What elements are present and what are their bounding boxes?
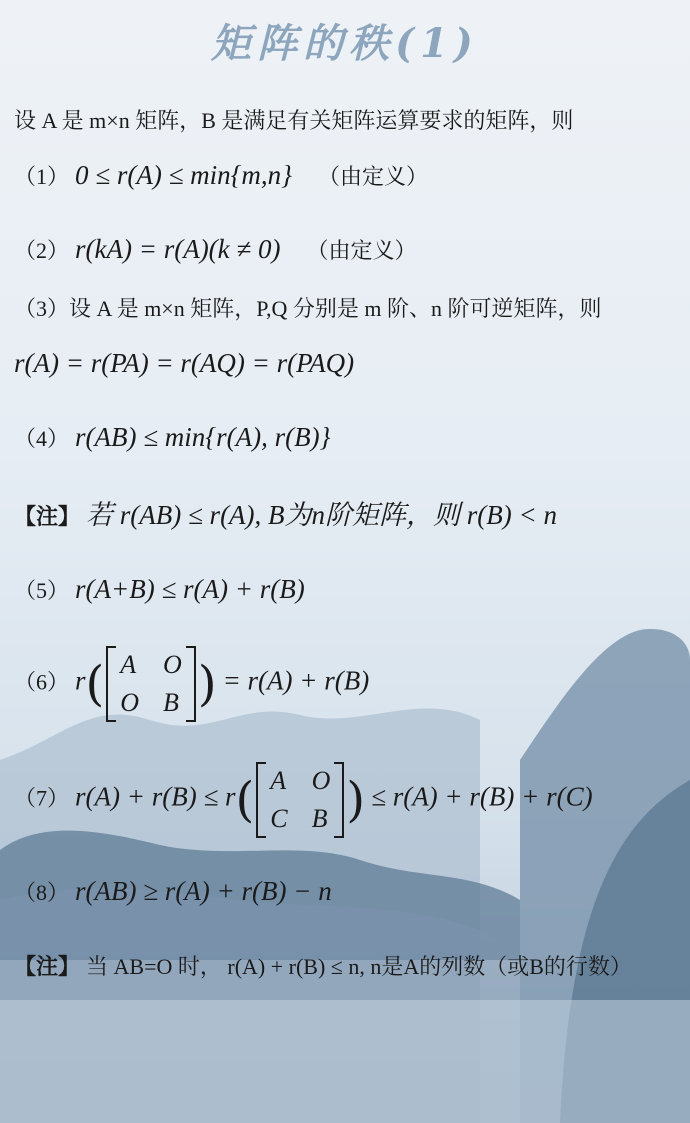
item-number: （1） (14, 164, 70, 189)
note-text: 若 r(AB) ≤ r(A), B为n阶矩阵，则 r(B) < n (86, 500, 557, 530)
item-number: （2） (14, 238, 70, 263)
item-3-text (14, 292, 602, 326)
item-3-formula (14, 346, 354, 382)
note-1 (14, 498, 557, 534)
block-matrix (258, 762, 342, 838)
formula-suffix: = r(A) + r(B) (222, 665, 370, 696)
item-formula: r(AB) ≥ r(A) + r(B) − n (75, 876, 332, 906)
item-number: （5） (14, 578, 70, 603)
matrix-cell: A (120, 650, 137, 679)
item-formula: r(A+B) ≤ r(A) + r(B) (75, 574, 305, 604)
item-text: 设 A 是 m×n 矩阵，P,Q 分别是 m 阶、n 阶可逆矩阵，则 (69, 296, 602, 321)
bracket-right (334, 762, 344, 838)
matrix-cell: O (163, 650, 182, 679)
paren-open: ( (85, 656, 105, 712)
item-number: （7） (14, 785, 70, 811)
matrix-cell: C (270, 804, 288, 833)
note-text: 当 AB=O 时， r(A) + r(B) ≤ n, n是A的列数（或B的行数） (86, 954, 632, 979)
item-1 (14, 158, 428, 194)
bracket-left (256, 762, 266, 838)
note-label: 【注】 (14, 954, 81, 979)
item-5 (14, 572, 305, 608)
item-number: （3） (14, 296, 70, 321)
item-2 (14, 232, 416, 268)
item-6 (14, 646, 369, 722)
item-note: （由定义） (306, 238, 417, 263)
item-number: （4） (14, 426, 70, 451)
formula-prefix: r(A) + r(B) ≤ r (75, 781, 236, 812)
paren-close: ) (197, 656, 217, 712)
item-formula: r(A) = r(PA) = r(AQ) = r(PAQ) (14, 348, 355, 378)
item-number: （8） (14, 880, 70, 905)
note-2 (14, 950, 632, 984)
intro-text: 设 A 是 m×n 矩阵，B 是满足有关矩阵运算要求的矩阵，则 (14, 108, 574, 133)
matrix-cell: O (120, 688, 140, 717)
item-8 (14, 874, 332, 910)
paren-open: ( (235, 772, 255, 828)
item-formula: r(kA) = r(A)(k ≠ 0) (75, 234, 281, 264)
matrix-cell: B (163, 688, 179, 717)
item-formula: r(AB) ≤ min{r(A), r(B)} (75, 422, 331, 452)
bracket-left (106, 646, 116, 722)
item-4 (14, 420, 330, 456)
item-note: （由定义） (317, 164, 428, 189)
matrix-cell: O (311, 766, 331, 795)
matrix-cell: A (270, 766, 287, 795)
page-title: 矩阵的秩(1) (211, 20, 479, 67)
paren-close: ) (346, 772, 366, 828)
formula-prefix: r (75, 665, 86, 696)
note-label: 【注】 (14, 504, 81, 529)
item-7 (14, 762, 593, 838)
bracket-right (186, 646, 196, 722)
formula-suffix: ≤ r(A) + r(B) + r(C) (371, 781, 593, 812)
matrix-cell: B (311, 804, 328, 833)
item-number: （6） (14, 669, 70, 695)
block-matrix (108, 646, 194, 722)
item-formula: 0 ≤ r(A) ≤ min{m,n} (75, 160, 292, 190)
